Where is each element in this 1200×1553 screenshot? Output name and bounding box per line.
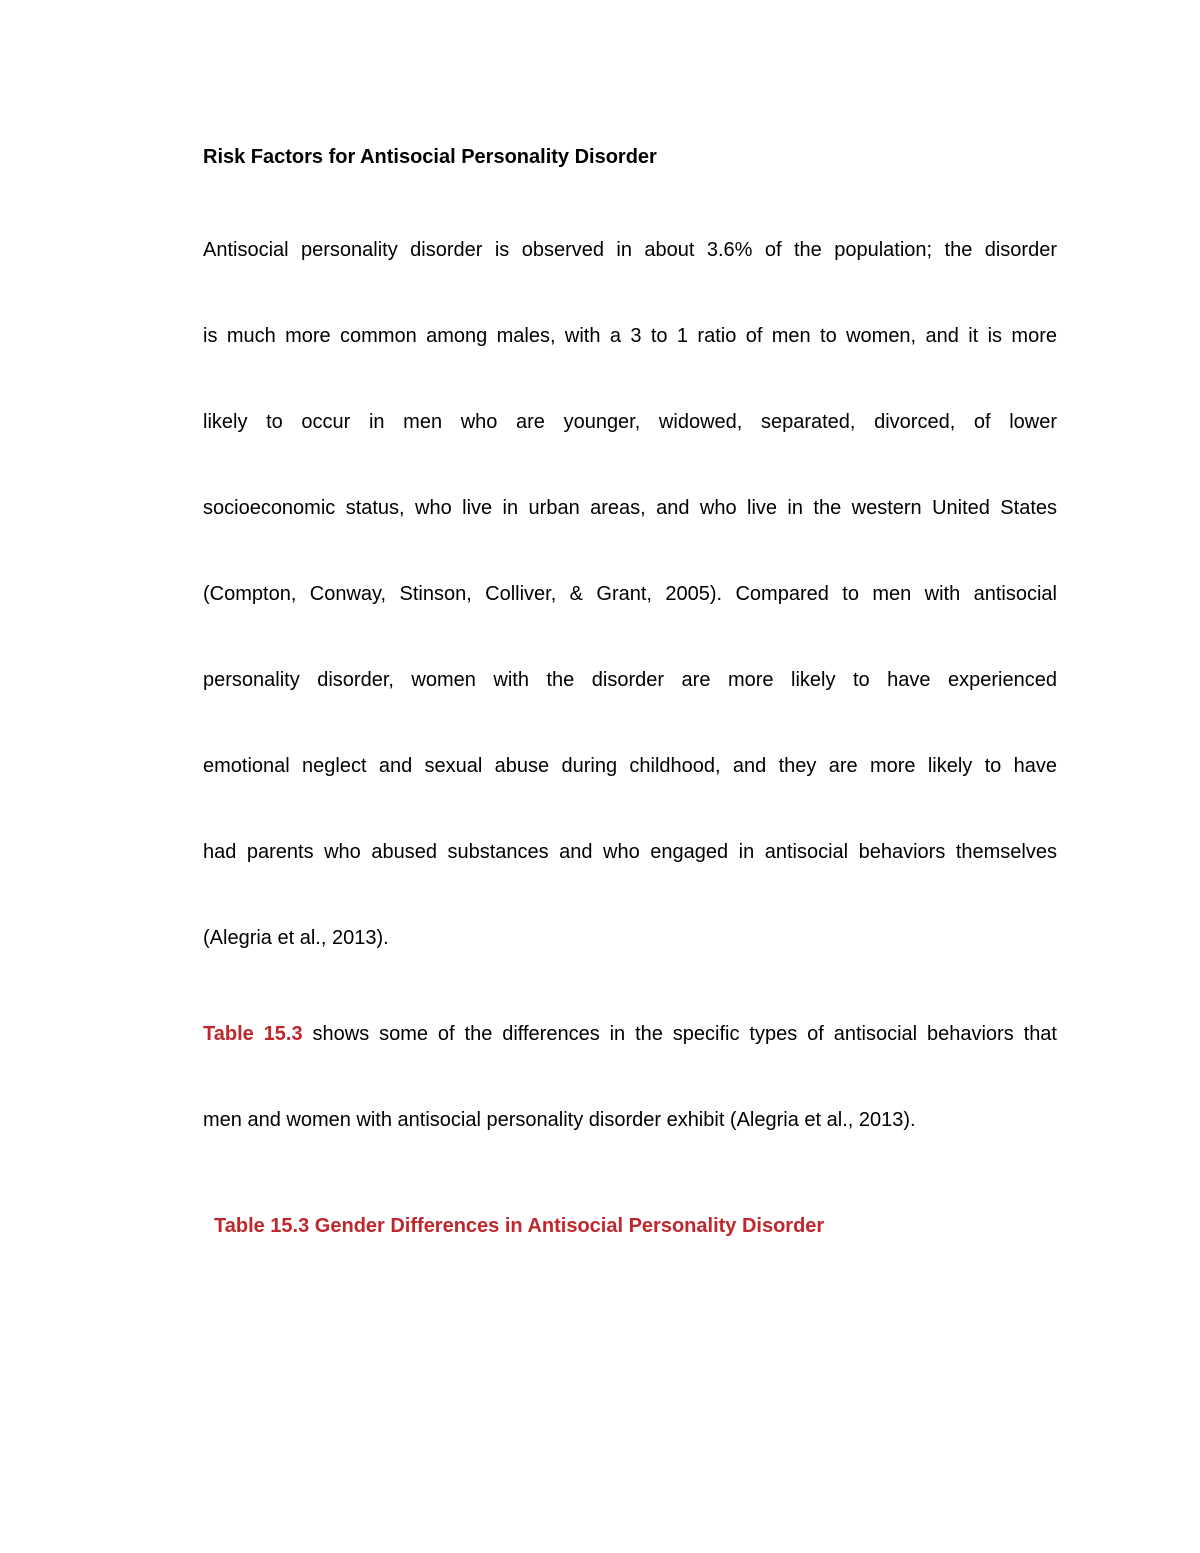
paragraph-line: (Alegria et al., 2013).	[203, 927, 389, 949]
paragraph-line: socioeconomic status, who live in urban areas, and who live in the western United States	[203, 497, 1057, 519]
table-reference-link[interactable]: Table 15.3	[203, 1023, 303, 1045]
paragraph-line: had parents who abused substances and who engaged in antisocial behaviors themselves	[203, 841, 1057, 863]
table-caption: Table 15.3 Gender Differences in Antisocial Personality Disorder	[214, 1215, 825, 1237]
paragraph2-line2: men and women with antisocial personality disorder exhibit (Alegria et al., 2013).	[203, 1109, 916, 1131]
paragraph-line: Antisocial personality disorder is observed in about 3.6% of the population; the disorder	[203, 239, 1057, 261]
section-heading: Risk Factors for Antisocial Personality Disorder	[203, 146, 657, 168]
paragraph-line: (Compton, Conway, Stinson, Colliver, & Grant, 2005). Compared to men with antisocial	[203, 583, 1057, 605]
paragraph-line: emotional neglect and sexual abuse during childhood, and they are more likely to have	[203, 755, 1057, 777]
paragraph2-line1-text: shows some of the differences in the specific types of antisocial behaviors that	[302, 1023, 1057, 1045]
paragraph-line: personality disorder, women with the disorder are more likely to have experienced	[203, 669, 1057, 691]
paragraph-line: likely to occur in men who are younger, widowed, separated, divorced, of lower	[203, 411, 1057, 433]
paragraph2-line1	[203, 1021, 1057, 1047]
paragraph-line: is much more common among males, with a 3 to 1 ratio of men to women, and it is more	[203, 325, 1057, 347]
